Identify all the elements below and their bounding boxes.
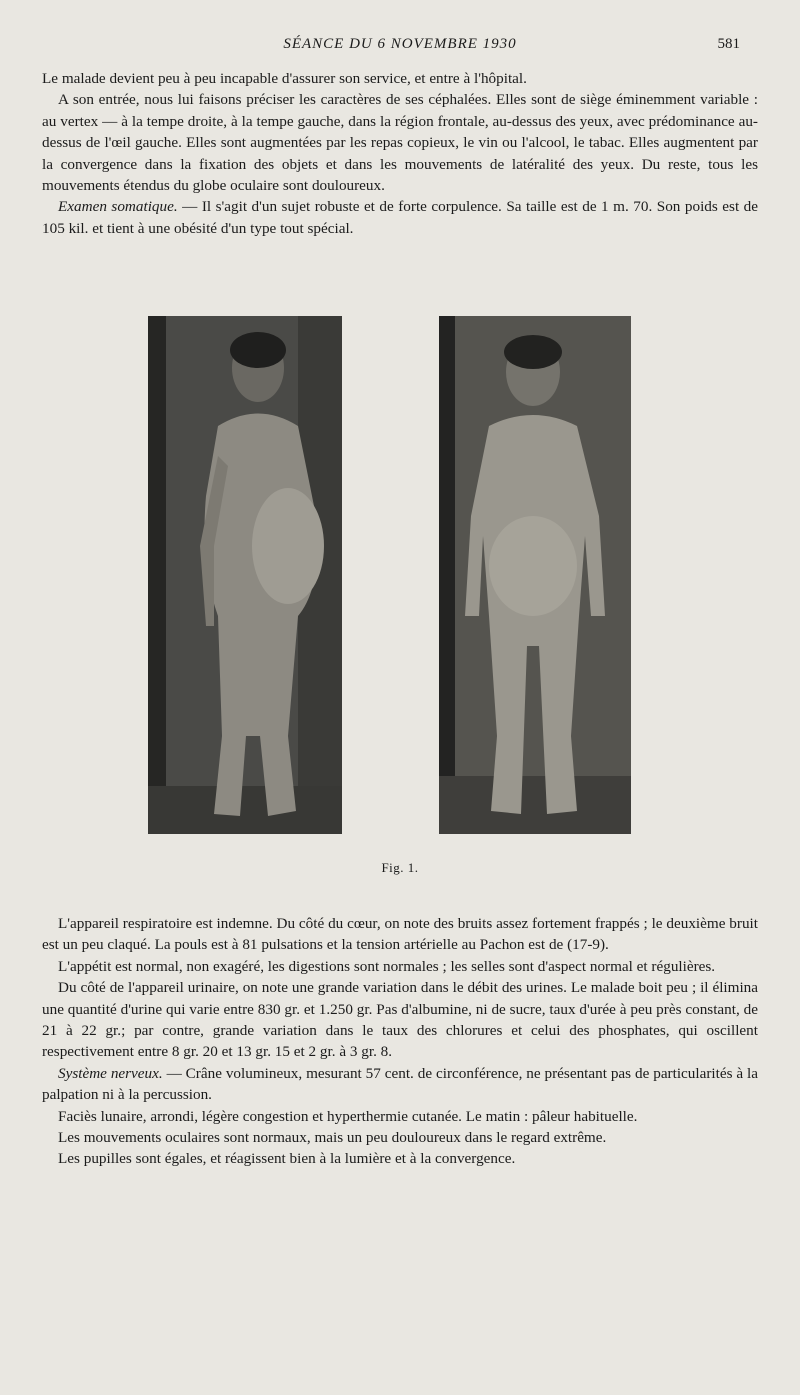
paragraph: A son entrée, nous lui faisons préciser les caractères de ses céphalées. Elles sont de siège éminemment variable : au vertex — à la tempe droite, à la tempe gauche, dans la région frontale, au-dessus des yeux, avec prédominance au-dessus de l'œil gauche. Elles sont augmentées par les repas copieux, le vin ou l'alcool, le tabac. Elles augmentent par la convergence dans la fixation des objets et dans les mouvements de latéralité des yeux. Du reste, tous les mouvements étendus du globe oculaire sont douloureux. [42, 91, 758, 195]
figure-1 [0, 314, 800, 884]
page-header [60, 36, 740, 60]
paragraph: Le malade devient peu à peu incapable d'assurer son service, et entre à l'hôpital. [42, 70, 527, 87]
exam-lead: Examen somatique. [58, 198, 178, 216]
paragraph: Du côté de l'appareil urinaire, on note une grande variation dans le débit des urines. Le malade boit peu ; il élimina une quantité d'urine qui varie entre 830 gr. et 1.250 gr. Pas d'albumine, ni de sucre, taux d'urée à peu près constant, de 21 à 22 gr.; par contre, grande variation dans le taux des chlorures et celui des phosphates, qui oscillent respectivement entre 8 gr. 20 et 13 gr. 15 et 2 gr. à 3 gr. 8. [42, 979, 758, 1061]
top-text-block [42, 68, 758, 239]
paragraph: L'appareil respiratoire est indemne. Du côté du cœur, on note des bruits assez fortement frappés ; le deuxième bruit est un peu claqué. La pouls est à 81 pulsations et la tension artérielle au Pachon est de (17-9). [42, 915, 758, 954]
nervous-paragraph [42, 1063, 758, 1106]
patient-photo-front [439, 316, 631, 834]
paragraph: Les pupilles sont égales, et réagissent bien à la lumière et à la convergence. [58, 1150, 516, 1168]
paragraph: Faciès lunaire, arrondi, légère congestion et hyperthermie cutanée. Le matin : pâleur habituelle. [58, 1107, 638, 1125]
paragraph: L'appétit est normal, non exagéré, les digestions sont normales ; les selles sont d'aspect normal et régulières. [58, 957, 716, 975]
page-number: 581 [717, 36, 740, 52]
paragraph: Les mouvements oculaires sont normaux, mais un peu douloureux dans le regard extrême. [58, 1129, 607, 1147]
exam-text: — Il s'agit d'un sujet robuste et de forte corpulence. Sa taille est de 1 m. 70. Son poids est de 105 kil. et tient à une obésité d'un type tout spécial. [42, 198, 758, 237]
nervous-lead: Système nerveux. [58, 1064, 163, 1082]
running-title: SÉANCE DU 6 NOVEMBRE 1930 [283, 36, 517, 52]
bottom-text-block [42, 913, 758, 1170]
figure-caption: Fig. 1. [381, 860, 419, 875]
patient-photo-profile [148, 316, 342, 834]
nervous-text: — Crâne volumineux, mesurant 57 cent. de circonférence, ne présentant pas de particularités à la palpation ni à la percussion. [42, 1064, 758, 1104]
exam-paragraph [42, 196, 758, 239]
